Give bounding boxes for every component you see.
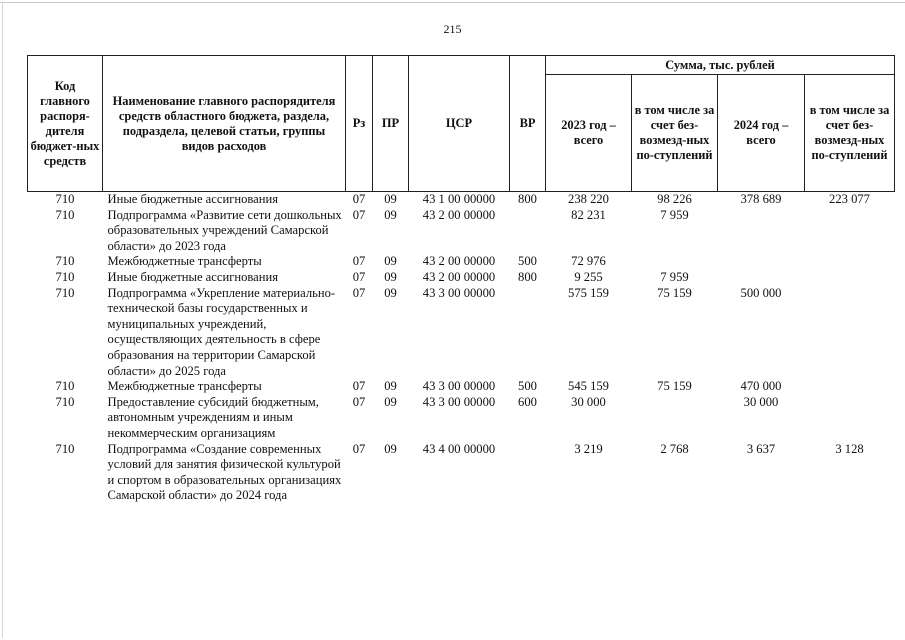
cell-pr: 09 (384, 207, 397, 222)
cell-code: 710 (55, 441, 75, 456)
cell-2023-total: 3 219 (574, 441, 603, 456)
cell-code: 710 (55, 269, 75, 284)
cell-rz: 07 (352, 254, 366, 269)
cell-name: Иные бюджетные ассигнования (107, 269, 279, 284)
cell-2024-grants (805, 254, 895, 270)
cell-rz: 07 (352, 441, 366, 456)
cell-code: 710 (55, 285, 75, 300)
cell-csr: 43 1 00 00000 (422, 192, 496, 206)
cell-2024-total: 500 000 (740, 285, 782, 300)
cell-pr: 09 (384, 441, 397, 456)
cell-rz: 07 (352, 379, 366, 394)
page-number: 215 (443, 22, 462, 36)
cell-name: Межбюджетные трансферты (107, 379, 262, 394)
cell-2023-total: 238 220 (568, 192, 609, 206)
budget-table (27, 55, 895, 504)
cell-2024-grants (805, 395, 895, 442)
cell-pr: 09 (384, 394, 397, 409)
cell-csr: 43 2 00 00000 (422, 254, 496, 269)
cell-2024-total: 3 637 (746, 441, 776, 456)
cell-2023-grants (632, 254, 718, 270)
table-header (28, 56, 895, 192)
cell-vr (510, 286, 546, 380)
cell-pr: 09 (384, 285, 397, 300)
cell-2023-grants: 75 159 (657, 285, 692, 300)
cell-2024-grants: 3 128 (835, 441, 864, 456)
cell-rz: 07 (352, 394, 366, 409)
table-row (28, 270, 895, 286)
cell-code: 710 (55, 394, 75, 409)
cell-2023-grants: 7 959 (660, 269, 689, 284)
header-2023-grants: в том числе за счет без-возмезд-ных по-ступлений (632, 75, 718, 192)
cell-2024-total (718, 254, 805, 270)
cell-name: Иные бюджетные ассигнования (107, 192, 279, 206)
cell-2024-total: 30 000 (743, 394, 779, 409)
table-row (28, 192, 895, 208)
header-2024-grants: в том числе за счет без-возмезд-ных по-ступлений (805, 75, 895, 192)
table-row (28, 208, 895, 255)
cell-vr: 800 (518, 269, 537, 284)
cell-vr (510, 208, 546, 255)
cell-pr: 09 (384, 254, 397, 269)
cell-code: 710 (55, 379, 75, 394)
cell-2023-total: 9 255 (574, 269, 603, 284)
cell-code: 710 (55, 254, 75, 269)
cell-vr: 800 (518, 192, 537, 206)
header-pr: ПР (373, 56, 409, 192)
header-vr: ВР (510, 56, 546, 192)
cell-2023-grants: 75 159 (657, 379, 692, 394)
cell-name: Предоставление субсидий бюджетным, автономным учреждениям и иным некоммерческим организациям (107, 394, 319, 440)
cell-name: Подпрограмма «Развитие сети дошкольных образовательных учреждений Самарской области» до 2023 года (107, 207, 342, 253)
header-rz: Рз (346, 56, 373, 192)
table-row (28, 395, 895, 442)
cell-2023-grants (632, 395, 718, 442)
cell-rz: 07 (352, 207, 366, 222)
cell-rz: 07 (352, 192, 366, 206)
cell-2023-grants: 98 226 (657, 192, 692, 206)
cell-2024-total (718, 270, 805, 286)
header-2024-total: 2024 год – всего (718, 75, 805, 192)
cell-pr: 09 (384, 192, 397, 206)
cell-2024-total: 378 689 (740, 192, 782, 206)
cell-csr: 43 2 00 00000 (422, 269, 496, 284)
table-body (28, 192, 895, 504)
cell-csr: 43 3 00 00000 (422, 379, 496, 394)
cell-pr: 09 (384, 379, 397, 394)
cell-2023-grants: 7 959 (660, 207, 689, 222)
cell-vr: 600 (518, 394, 537, 409)
cell-rz: 07 (352, 269, 366, 284)
page-left-edge (2, 2, 3, 638)
table-row (28, 379, 895, 395)
cell-name: Подпрограмма «Создание современных условий для занятия физической культурой и спортом в образовательных организациях Самарской области» до 2024 года (107, 441, 342, 503)
cell-2023-total: 30 000 (571, 394, 606, 409)
cell-code: 710 (55, 192, 75, 206)
cell-rz: 07 (352, 285, 366, 300)
cell-2024-grants (805, 208, 895, 255)
cell-csr: 43 4 00 00000 (422, 441, 496, 456)
cell-csr: 43 3 00 00000 (422, 285, 496, 300)
cell-vr: 500 (518, 254, 537, 269)
cell-2024-total: 470 000 (740, 379, 782, 394)
cell-vr (510, 442, 546, 504)
cell-2024-total (718, 208, 805, 255)
cell-2023-total: 545 159 (568, 379, 609, 394)
cell-csr: 43 2 00 00000 (422, 207, 496, 222)
cell-2023-total: 575 159 (568, 285, 609, 300)
page-top-edge (0, 2, 905, 3)
table-row (28, 286, 895, 380)
cell-2024-grants (805, 286, 895, 380)
cell-2024-grants (805, 270, 895, 286)
header-2023-total: 2023 год – всего (546, 75, 632, 192)
cell-2023-total: 82 231 (571, 207, 606, 222)
header-csr: ЦСР (409, 56, 510, 192)
cell-pr: 09 (384, 269, 397, 284)
header-code: Код главного распоря-дителя бюджет-ных средств (28, 56, 103, 192)
cell-2024-grants: 223 077 (829, 192, 870, 206)
cell-vr: 500 (518, 379, 537, 394)
cell-name: Подпрограмма «Укрепление материально-технической базы государственных и муниципальных учреждений, осуществляющих деятельность в сфере образования на территории Самарской области» до 2025 года (107, 285, 336, 378)
header-name: Наименование главного распорядителя средств областного бюджета, раздела, подраздела, целевой статьи, группы видов расходов (103, 56, 346, 192)
header-sum-group: Сумма, тыс. рублей (546, 56, 895, 75)
table-row (28, 442, 895, 504)
table-row (28, 254, 895, 270)
cell-2023-total: 72 976 (571, 254, 606, 269)
cell-name: Межбюджетные трансферты (107, 254, 262, 269)
cell-code: 710 (55, 207, 75, 222)
cell-csr: 43 3 00 00000 (422, 394, 496, 409)
cell-2024-grants (805, 379, 895, 395)
cell-2023-grants: 2 768 (660, 441, 689, 456)
